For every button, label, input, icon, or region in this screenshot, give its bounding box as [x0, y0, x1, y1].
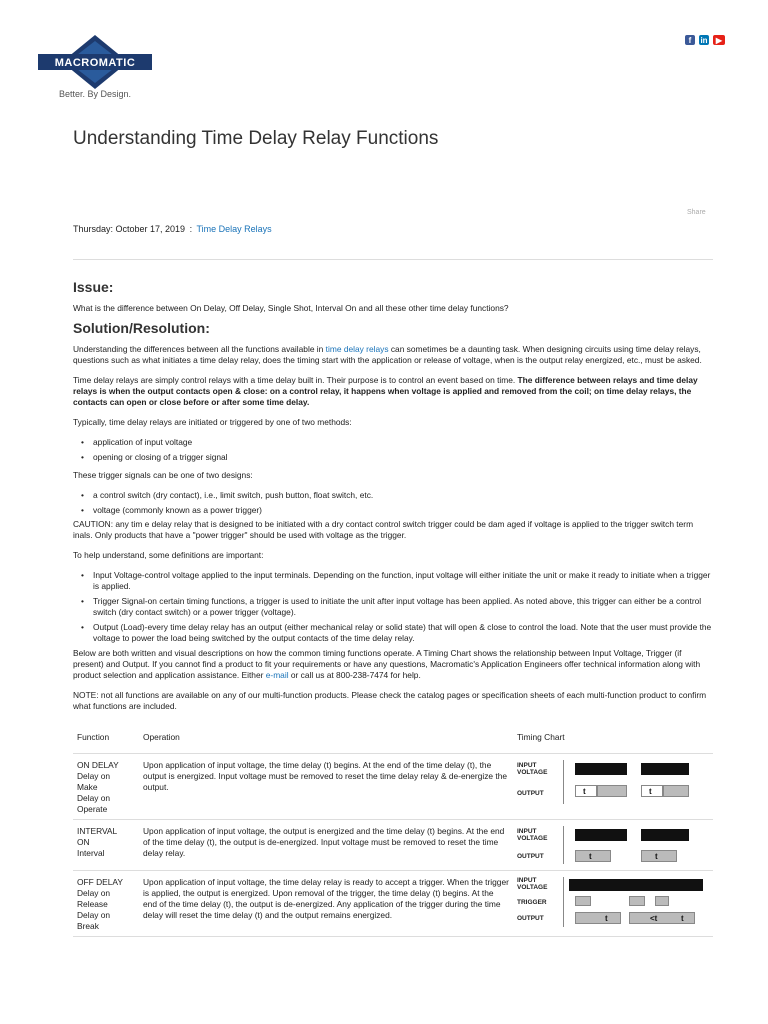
- output-on-bar: [597, 785, 627, 797]
- time-delay-relays-link[interactable]: time delay relays: [325, 344, 389, 354]
- text: Below are both written and visual descriptions on how the common timing functions operate. A Timing Chart shows the relationship between Input Voltage, Trigger (if present) and Output. If you cannot find a product to fit your requirements or have any questions, Macromatic's Application Engineers offer technical information along with product selection and application assistance. Either: [73, 648, 701, 680]
- email-link[interactable]: e-mail: [265, 670, 289, 680]
- delay-label: t: [681, 914, 684, 923]
- paragraph-definition: [73, 375, 713, 408]
- timing-chart: [517, 877, 707, 927]
- caution-text: CAUTION: any tim e delay relay that is designed to be initiated with a dry contact control switch trigger could be dam aged if voltage is applied to the trigger switch term inals. Only products that have a "power trigger" should be used with voltage as the trigger.: [73, 519, 694, 540]
- table-header-row: [73, 726, 713, 754]
- function-alias: Release: [77, 899, 108, 909]
- list-item: • a control switch (dry contact), i.e., limit switch, push button, float switch, etc.: [83, 490, 713, 501]
- definitions-list: [83, 570, 713, 644]
- page-title: Understanding Time Delay Relay Functions: [73, 128, 439, 149]
- divider: [73, 259, 713, 260]
- chart-label: INPUT: [517, 877, 537, 884]
- table-row: [73, 754, 713, 820]
- chart-label: VOLTAGE: [517, 835, 548, 842]
- macromatic-logo[interactable]: [38, 35, 152, 95]
- column-header: Timing Chart: [513, 726, 713, 754]
- chart-label: VOLTAGE: [517, 769, 548, 776]
- operation-cell: Upon application of input voltage, the time delay (t) begins. At the end of the time delay (t), the output is energized. Input voltage must be removed to reset the time delay relay & de-energize the output.: [139, 754, 513, 820]
- delay-label: t: [589, 852, 592, 861]
- function-cell: [73, 871, 139, 937]
- input-on-bar: [569, 879, 703, 891]
- function-name: ON: [77, 837, 90, 847]
- brand-tagline: Better. By Design.: [59, 89, 132, 99]
- chart-axis: [563, 877, 564, 927]
- chart-axis: [563, 760, 564, 804]
- delay-label: <t: [650, 914, 658, 923]
- function-alias: Interval: [77, 848, 105, 858]
- list-item: • Input Voltage-control voltage applied to the input terminals. Depending on the function, input voltage will either initiate the unit or make it ready to initiate when a trigger is applied.: [83, 570, 713, 592]
- functions-table: [73, 726, 713, 937]
- paragraph-definitions-intro: To help understand, some definitions are important:: [73, 550, 264, 560]
- output-on-bar: [663, 785, 689, 797]
- paragraph-designs: These trigger signals can be one of two designs:: [73, 470, 253, 480]
- facebook-icon[interactable]: f: [685, 35, 695, 45]
- input-on-bar: [641, 829, 689, 841]
- function-cell: [73, 820, 139, 871]
- youtube-icon[interactable]: ▶: [713, 35, 725, 45]
- list-item: • application of input voltage: [83, 437, 713, 448]
- input-on-bar: [575, 829, 627, 841]
- delay-label: t: [605, 914, 608, 923]
- list-item: • Output (Load)-every time delay relay has an output (either mechanical relay or solid state) that will open & close to control the load. Note that the user must provide the voltage to power the load being switched by the output contacts of the time delay relay.: [83, 622, 713, 644]
- text: or call us at 800-238-7474 for help.: [288, 670, 421, 680]
- share-button[interactable]: Share: [687, 209, 706, 216]
- issue-question: What is the difference between On Delay, Off Delay, Single Shot, Interval On and all these other time delay functions?: [73, 303, 509, 313]
- input-on-bar: [575, 763, 627, 775]
- output-on-bar: [629, 912, 695, 924]
- chart-label: OUTPUT: [517, 853, 544, 860]
- social-links: [685, 35, 725, 45]
- svg-text:MACROMATIC: MACROMATIC: [54, 57, 136, 69]
- paragraph-help: [73, 648, 713, 681]
- function-alias: Delay on: [77, 771, 111, 781]
- function-name: INTERVAL: [77, 826, 118, 836]
- function-name: OFF DELAY: [77, 877, 123, 887]
- function-alias: Operate: [77, 804, 108, 814]
- delay-label: t: [583, 787, 586, 796]
- text: can sometimes be a daunting task. When designing circuits using time delay relays, questions such as what initiates a time delay relay, does the timing start with the application or release of voltage, when is the output relay energized, etc., must be asked.: [73, 344, 702, 365]
- delay-bar: [575, 785, 597, 797]
- delay-label: t: [655, 852, 658, 861]
- output-on-bar: [641, 850, 677, 862]
- chart-label: OUTPUT: [517, 790, 544, 797]
- trigger-pulse: [655, 896, 669, 906]
- list-item: • opening or closing of a trigger signal: [83, 452, 713, 463]
- delay-bar: [641, 785, 663, 797]
- function-alias: Delay on: [77, 888, 111, 898]
- bold-text: The difference between relays and time delay relays is when the output contacts open & close: on a control relay, it happens when voltage is applied and removed from the coil; on time delay relays, the contacts can open or close before or after some time delay.: [73, 375, 698, 407]
- function-name: ON DELAY: [77, 760, 119, 770]
- timing-chart-cell: [513, 871, 713, 937]
- output-on-bar: [575, 850, 611, 862]
- function-alias: Break: [77, 921, 99, 931]
- timing-chart-cell: [513, 754, 713, 820]
- list-item: • Trigger Signal-on certain timing functions, a trigger is used to initiate the unit after input voltage has been applied. As noted above, this trigger can either be a control switch (dry contact switch) or a power trigger (voltage).: [83, 596, 713, 618]
- text: Understanding the differences between all the functions available in: [73, 344, 326, 354]
- paragraph-methods: Typically, time delay relays are initiated or triggered by one of two methods:: [73, 417, 352, 427]
- timing-chart-cell: [513, 820, 713, 871]
- meta-separator: :: [189, 224, 193, 234]
- trigger-pulse: [629, 896, 645, 906]
- chart-label: INPUT: [517, 762, 537, 769]
- operation-cell: Upon application of input voltage, the output is energized and the time delay (t) begins. At the end of the time delay (t), the output is de-energized. Input voltage must be removed to reset the time delay relay.: [139, 820, 513, 871]
- input-on-bar: [641, 763, 689, 775]
- methods-list: [83, 437, 713, 463]
- trigger-pulse: [575, 896, 591, 906]
- issue-heading: Issue:: [73, 279, 114, 295]
- chart-label: INPUT: [517, 828, 537, 835]
- chart-label: TRIGGER: [517, 899, 547, 906]
- operation-cell: Upon application of input voltage, the time delay relay is ready to accept a trigger. When the trigger is applied, the output is energized. Upon removal of the trigger, the time delay (t) begins. At the end of the time delay (t), the output is de-energized. Any application of the trigger during the time delay will reset the time delay (t) and the output remains energized.: [139, 871, 513, 937]
- table-row: [73, 871, 713, 937]
- timing-chart: [517, 760, 707, 806]
- article-body: [73, 279, 713, 937]
- linkedin-icon[interactable]: in: [700, 35, 708, 45]
- article-meta: [73, 224, 272, 234]
- solution-heading: Solution/Resolution:: [73, 320, 210, 336]
- timing-chart: [517, 826, 707, 866]
- chart-label: OUTPUT: [517, 915, 544, 922]
- function-alias: Delay on: [77, 793, 111, 803]
- table-row: [73, 820, 713, 871]
- paragraph-intro: [73, 344, 713, 366]
- chart-label: VOLTAGE: [517, 884, 548, 891]
- chart-axis: [563, 826, 564, 864]
- category-link[interactable]: Time Delay Relays: [196, 224, 272, 234]
- article-date: Thursday: October 17, 2019: [73, 224, 186, 234]
- list-item: • voltage (commonly known as a power trigger): [83, 505, 713, 516]
- column-header: Operation: [139, 726, 513, 754]
- note-text: NOTE: not all functions are available on any of our multi-function products. Please check the catalog pages or specification sheets of each multi-function product to confirm what functions are included.: [73, 690, 707, 711]
- designs-list: [83, 490, 713, 516]
- column-header: Function: [73, 726, 139, 754]
- function-alias: Delay on: [77, 910, 111, 920]
- output-on-bar: [575, 912, 621, 924]
- text: Time delay relays are simply control relays with a time delay built in. Their purpose is to control an event based on time.: [73, 375, 518, 385]
- delay-label: t: [649, 787, 652, 796]
- function-cell: [73, 754, 139, 820]
- function-alias: Make: [77, 782, 98, 792]
